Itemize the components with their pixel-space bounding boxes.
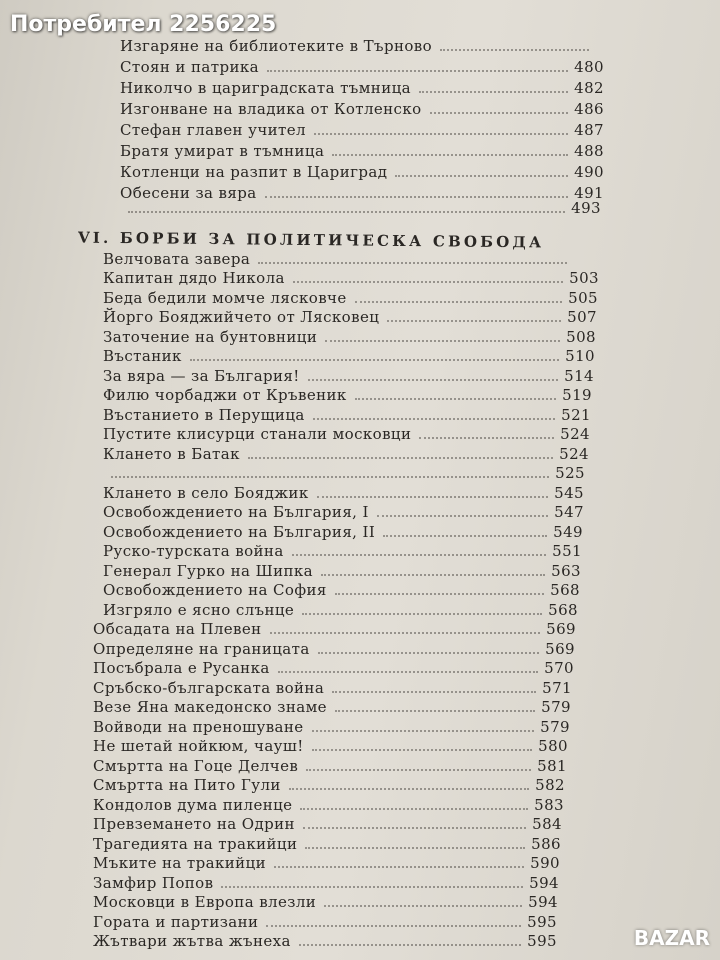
toc-entry-page: 551 bbox=[552, 542, 582, 560]
toc-entry bbox=[93, 618, 576, 638]
toc-entry-title: Смъртта на Гоце Делчев bbox=[93, 757, 299, 775]
toc-entry-page: 487 bbox=[574, 121, 604, 139]
toc-entry-title: Клането в Батак bbox=[103, 445, 240, 463]
toc-entry-title: Обсадата на Плевен bbox=[93, 620, 262, 638]
toc-entry-title: Руско-турската война bbox=[103, 542, 284, 560]
toc-entry bbox=[103, 599, 578, 619]
toc-entry-page: 549 bbox=[553, 523, 583, 541]
toc-entry-page: 584 bbox=[532, 815, 562, 833]
dot-leader bbox=[312, 749, 532, 751]
toc-entry bbox=[103, 306, 597, 326]
toc-entry-title: Беда бедили момче лясковче bbox=[103, 289, 347, 307]
toc-entry bbox=[103, 248, 573, 268]
toc-entry-title: Заточение на бунтовници bbox=[103, 328, 318, 346]
dot-leader bbox=[377, 515, 548, 517]
toc-entry bbox=[120, 98, 604, 118]
dot-leader bbox=[419, 91, 568, 93]
toc-entry bbox=[93, 852, 560, 872]
toc-entry bbox=[120, 197, 601, 217]
toc-entry-title: Братя умират в тъмница bbox=[120, 142, 325, 160]
dot-leader bbox=[267, 70, 568, 72]
user-watermark: Потребител 2256225 bbox=[10, 12, 277, 37]
toc-entry bbox=[103, 345, 595, 365]
dot-leader bbox=[321, 574, 545, 576]
toc-entry-page: 594 bbox=[529, 874, 559, 892]
toc-entry-title: Обесени за вяра bbox=[120, 184, 257, 202]
dot-leader bbox=[395, 175, 568, 177]
dot-leader bbox=[335, 710, 535, 712]
toc-entry-title: Не шетай нойкюм, чауш! bbox=[93, 737, 304, 755]
dot-leader bbox=[313, 418, 555, 420]
toc-entry-page: 586 bbox=[531, 835, 561, 853]
toc-entry-title: Определяне на границата bbox=[93, 640, 310, 658]
toc-entry bbox=[120, 35, 595, 55]
toc-entry bbox=[93, 930, 557, 950]
toc-entry-title: Гората и партизани bbox=[93, 913, 259, 931]
dot-leader bbox=[300, 808, 528, 810]
bazar-logo: BAZAR bbox=[633, 926, 710, 950]
toc-entry-page: 595 bbox=[527, 932, 557, 950]
toc-entry-page: 594 bbox=[528, 893, 558, 911]
toc-entry-page: 568 bbox=[550, 581, 580, 599]
dot-leader bbox=[430, 112, 569, 114]
toc-entry-page: 545 bbox=[554, 484, 584, 502]
toc-entry-title: Стоян и патрика bbox=[120, 58, 259, 76]
toc-entry-title: Изгонване на владика от Котленско bbox=[120, 100, 422, 118]
toc-entry-title: Смъртта на Пито Гули bbox=[93, 776, 281, 794]
toc-entry-title: Пустите клисурци станали московци bbox=[103, 425, 412, 443]
toc-entry bbox=[103, 540, 582, 560]
dot-leader bbox=[305, 847, 525, 849]
toc-entry bbox=[103, 482, 584, 502]
toc-entry bbox=[93, 696, 571, 716]
toc-entry-page: 493 bbox=[571, 199, 601, 217]
dot-leader bbox=[302, 613, 542, 615]
toc-entry-title: Московци в Европа влезли bbox=[93, 893, 317, 911]
dot-leader bbox=[325, 340, 560, 342]
toc-entry-title: Жътвари жътва жънеха bbox=[93, 932, 291, 950]
toc-entry bbox=[120, 161, 604, 181]
toc-entry-title: Освобождението на София bbox=[103, 581, 327, 599]
toc-entry bbox=[93, 911, 557, 931]
toc-entry-title: Посъбрала е Русанка bbox=[93, 659, 270, 677]
toc-entry-title: Кондолов дума пиленце bbox=[93, 796, 293, 814]
toc-entry-page: 510 bbox=[565, 347, 595, 365]
dot-leader bbox=[289, 788, 529, 790]
toc-entry-title: Превземането на Одрин bbox=[93, 815, 295, 833]
toc-entry-page: 488 bbox=[574, 142, 604, 160]
toc-entry-page: 507 bbox=[567, 308, 597, 326]
toc-entry-page: 579 bbox=[540, 718, 570, 736]
toc-entry-title: Филю чорбаджи от Кръвеник bbox=[103, 386, 347, 404]
toc-entry-page: 503 bbox=[569, 269, 599, 287]
toc-entry bbox=[103, 326, 596, 346]
dot-leader bbox=[383, 535, 547, 537]
toc-entry bbox=[93, 813, 562, 833]
toc-entry-page: 569 bbox=[546, 620, 576, 638]
toc-entry-page: 521 bbox=[561, 406, 591, 424]
toc-entry-title: Трагедията на тракийци bbox=[93, 835, 298, 853]
toc-entry bbox=[103, 560, 581, 580]
toc-entry bbox=[120, 140, 604, 160]
toc-entry-title: Изгряло е ясно слънце bbox=[103, 601, 295, 619]
toc-entry bbox=[103, 267, 599, 287]
toc-entry-title: Клането в село Бояджик bbox=[103, 484, 309, 502]
toc-entry bbox=[103, 521, 583, 541]
toc-entry-page: 519 bbox=[562, 386, 592, 404]
toc-entry-page: 486 bbox=[574, 100, 604, 118]
toc-entry-page: 563 bbox=[551, 562, 581, 580]
toc-entry-title: Велчовата завера bbox=[103, 250, 251, 268]
toc-entry-page: 524 bbox=[559, 445, 589, 463]
dot-leader bbox=[258, 262, 567, 264]
toc-entry bbox=[93, 677, 572, 697]
toc-entry-page: 491 bbox=[574, 184, 604, 202]
toc-entry bbox=[93, 657, 574, 677]
toc-entry-title: Капитан дядо Никола bbox=[103, 269, 285, 287]
toc-entry bbox=[120, 56, 604, 76]
dot-leader bbox=[318, 652, 539, 654]
toc-entry-page: 524 bbox=[560, 425, 590, 443]
toc-entry-title: Стефан главен учител bbox=[120, 121, 306, 139]
dot-leader bbox=[190, 359, 559, 361]
dot-leader bbox=[308, 379, 558, 381]
toc-entry bbox=[93, 716, 570, 736]
dot-leader bbox=[306, 769, 531, 771]
toc-entry bbox=[103, 287, 598, 307]
dot-leader bbox=[387, 320, 561, 322]
toc-entry-page: 482 bbox=[574, 79, 604, 97]
toc-entry bbox=[103, 462, 585, 482]
dot-leader bbox=[266, 925, 521, 927]
toc-entry bbox=[93, 774, 565, 794]
dot-leader bbox=[128, 211, 565, 213]
toc-entry bbox=[103, 423, 590, 443]
toc-entry-title: Мъките на тракийци bbox=[93, 854, 266, 872]
toc-entry-page: 595 bbox=[527, 913, 557, 931]
toc-entry bbox=[93, 755, 567, 775]
toc-entry bbox=[93, 735, 568, 755]
toc-entry-title: Замфир Попов bbox=[93, 874, 214, 892]
toc-entry-page: 569 bbox=[545, 640, 575, 658]
toc-entry bbox=[103, 404, 591, 424]
toc-entry-page: 590 bbox=[530, 854, 560, 872]
toc-entry-title: Сръбско-българската война bbox=[93, 679, 325, 697]
dot-leader bbox=[314, 133, 568, 135]
toc-entry-title: Въстанието в Перущица bbox=[103, 406, 305, 424]
dot-leader bbox=[299, 944, 521, 946]
toc-entry-page: 583 bbox=[534, 796, 564, 814]
toc-entry bbox=[93, 638, 575, 658]
dot-leader bbox=[278, 671, 538, 673]
toc-entry bbox=[103, 501, 584, 521]
toc-entry-page: 568 bbox=[548, 601, 578, 619]
toc-entry-title: Изгаряне на библиотеките в Търново bbox=[120, 37, 433, 55]
toc-entry bbox=[103, 384, 592, 404]
toc-entry-page: 525 bbox=[555, 464, 585, 482]
toc-entry-title: Въстаник bbox=[103, 347, 182, 365]
dot-leader bbox=[335, 593, 544, 595]
toc-entry-page: 580 bbox=[538, 737, 568, 755]
toc-entry-page: 490 bbox=[574, 163, 604, 181]
toc-entry bbox=[93, 891, 558, 911]
toc-entry-page: 582 bbox=[535, 776, 565, 794]
toc-entry-page: 480 bbox=[574, 58, 604, 76]
toc-entry-title: Котленци на разпит в Цариград bbox=[120, 163, 388, 181]
toc-entry-page: 505 bbox=[568, 289, 598, 307]
toc-entry-title: Николчо в цариградската тъмница bbox=[120, 79, 411, 97]
dot-leader bbox=[419, 437, 554, 439]
toc-entry-title: Освобождението на България, II bbox=[103, 523, 376, 541]
toc-entry bbox=[103, 579, 580, 599]
dot-leader bbox=[111, 476, 549, 478]
toc-entry-page: 581 bbox=[537, 757, 567, 775]
dot-leader bbox=[248, 457, 553, 459]
dot-leader bbox=[293, 281, 563, 283]
toc-entry-page: 547 bbox=[554, 503, 584, 521]
section-title: VI. БОРБИ ЗА ПОЛИТИЧЕСКА СВОБОДА bbox=[77, 228, 545, 252]
dot-leader bbox=[221, 886, 523, 888]
toc-entry-page: 514 bbox=[564, 367, 594, 385]
toc-entry-title: За вяра — за България! bbox=[103, 367, 300, 385]
toc-entry bbox=[93, 794, 564, 814]
toc-entry-page: 570 bbox=[544, 659, 574, 677]
toc-entry bbox=[120, 77, 604, 97]
toc-entry bbox=[120, 119, 604, 139]
dot-leader bbox=[274, 866, 524, 868]
dot-leader bbox=[355, 301, 563, 303]
dot-leader bbox=[324, 905, 522, 907]
toc-entry bbox=[103, 365, 594, 385]
dot-leader bbox=[317, 496, 549, 498]
toc-entry-title: Освобождението на България, I bbox=[103, 503, 369, 521]
dot-leader bbox=[332, 154, 568, 156]
dot-leader bbox=[332, 691, 536, 693]
toc-entry-title: Везе Яна македонско знаме bbox=[93, 698, 327, 716]
toc-entry-title: Йорго Бояджийчето от Лясковец bbox=[103, 308, 380, 326]
dot-leader bbox=[440, 49, 589, 51]
dot-leader bbox=[355, 398, 556, 400]
toc-entry bbox=[93, 833, 561, 853]
dot-leader bbox=[303, 827, 526, 829]
dot-leader bbox=[312, 730, 535, 732]
dot-leader bbox=[270, 632, 541, 634]
toc-entry bbox=[93, 872, 559, 892]
toc-entry-page: 508 bbox=[566, 328, 596, 346]
toc-entry-title: Войводи на преношуване bbox=[93, 718, 304, 736]
toc-entry-page: 579 bbox=[541, 698, 571, 716]
toc-entry-title: Генерал Гурко на Шипка bbox=[103, 562, 313, 580]
toc-entry-page: 571 bbox=[542, 679, 572, 697]
dot-leader bbox=[292, 554, 546, 556]
toc-entry bbox=[103, 443, 589, 463]
